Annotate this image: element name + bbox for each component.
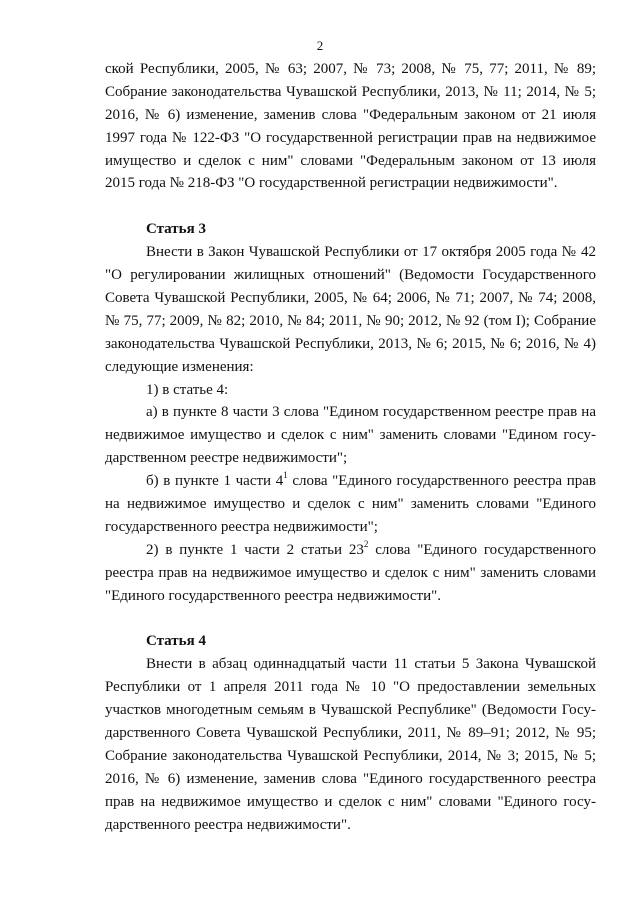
text-line: Собрание законодательства Чувашской Республики, 2014, № 3; 2015, № 5; [105,747,596,764]
text-line: дарственном реестре недвижимости"; [105,450,348,467]
text-line: следующие изменения: [105,358,254,375]
article-heading: Статья 4 [146,633,206,650]
text-line: участков многодетным семьям в Чувашской Республике" (Ведомости Госу- [105,702,596,719]
text-line: законодательства Чувашской Республики, 2013, № 6; 2015, № 6; 2016, № 4) [105,335,596,352]
text-line: 1997 года № 122-ФЗ "О государственной регистрации прав на недвижимое [105,129,596,146]
document-body [105,58,596,837]
text-line: "О регулировании жилищных отношений" (Ведомости Государственного [105,267,596,284]
list-item-1a [105,401,596,470]
superscript: 2 [363,538,369,549]
text-line: Республики от 1 апреля 2011 года № 10 "О предоставлении земельных [105,679,596,696]
text-segment: слова "Единого государственного [368,541,596,558]
text-segment: 2) в пункте 1 части 2 статьи 23 [146,541,364,558]
text-line: недвижимое имущество и сделок с ним" заменить словами "Едином госу- [105,427,596,444]
text-line: на недвижимое имущество и сделок с ним" заменить словами "Единого [105,496,596,513]
article-4 [105,630,596,836]
list-item-2 [105,539,596,608]
text-line: ской Республики, 2005, № 63; 2007, № 73; 2008, № 75, 77; 2011, № 89; [105,61,596,77]
list-item-1b [105,470,596,539]
text-line [105,470,596,493]
text-line: прав на недвижимое имущество и сделок с ним" словами "Единого госу- [105,793,596,810]
text-segment: б) в пункте 1 части 4 [146,473,284,490]
text-line: Собрание законодательства Чувашской Республики, 2013, № 11; 2014, № 5; [105,83,596,100]
text-line: 2016, № 6) изменение, заменив слова "Единого государственного реестра [105,770,596,787]
text-line: Совета Чувашской Республики, 2005, № 64; 2006, № 71; 2007, № 74; 2008, [105,290,596,307]
text-line [105,539,596,562]
article-3 [105,218,596,607]
list-item-1: 1) в статье 4: [146,381,229,398]
text-line: № 75, 77; 2009, № 82; 2010, № 84; 2011, № 90; 2012, № 92 (том I); Собрание [105,312,596,329]
continued-paragraph [105,58,596,195]
article-heading: Статья 3 [146,221,206,238]
text-line: Внести в Закон Чувашской Республики от 17 октября 2005 года № 42 [146,244,596,261]
text-line: реестра прав на недвижимое имущество и сделок с ним" заменить словами [105,564,596,581]
text-line: государственного реестра недвижимости"; [105,518,378,535]
text-line: 2015 года № 218-ФЗ "О государственной регистрации недвижимости". [105,175,558,192]
text-line: дарственного реестра недвижимости". [105,816,351,833]
text-line: Внести в абзац одиннадцатый части 11 статьи 5 Закона Чувашской [146,656,596,673]
article-3-intro [105,241,596,378]
text-segment: слова "Единого государственного реестра прав [287,473,596,490]
page-number: 2 [316,38,324,53]
text-line: "Единого государственного реестра недвижимости". [105,587,441,604]
superscript: 1 [283,470,288,481]
text-line: дарственного Совета Чувашской Республики, 2011, № 89–91; 2012, № 95; [105,725,596,742]
text-line: а) в пункте 8 части 3 слова "Едином государственном реестре прав на [146,404,596,421]
text-line: имущество и сделок с ним" словами "Федеральным законом от 13 июля [105,152,596,169]
text-line: 2016, № 6) изменение, заменив слова "Федеральным законом от 21 июля [105,106,596,123]
